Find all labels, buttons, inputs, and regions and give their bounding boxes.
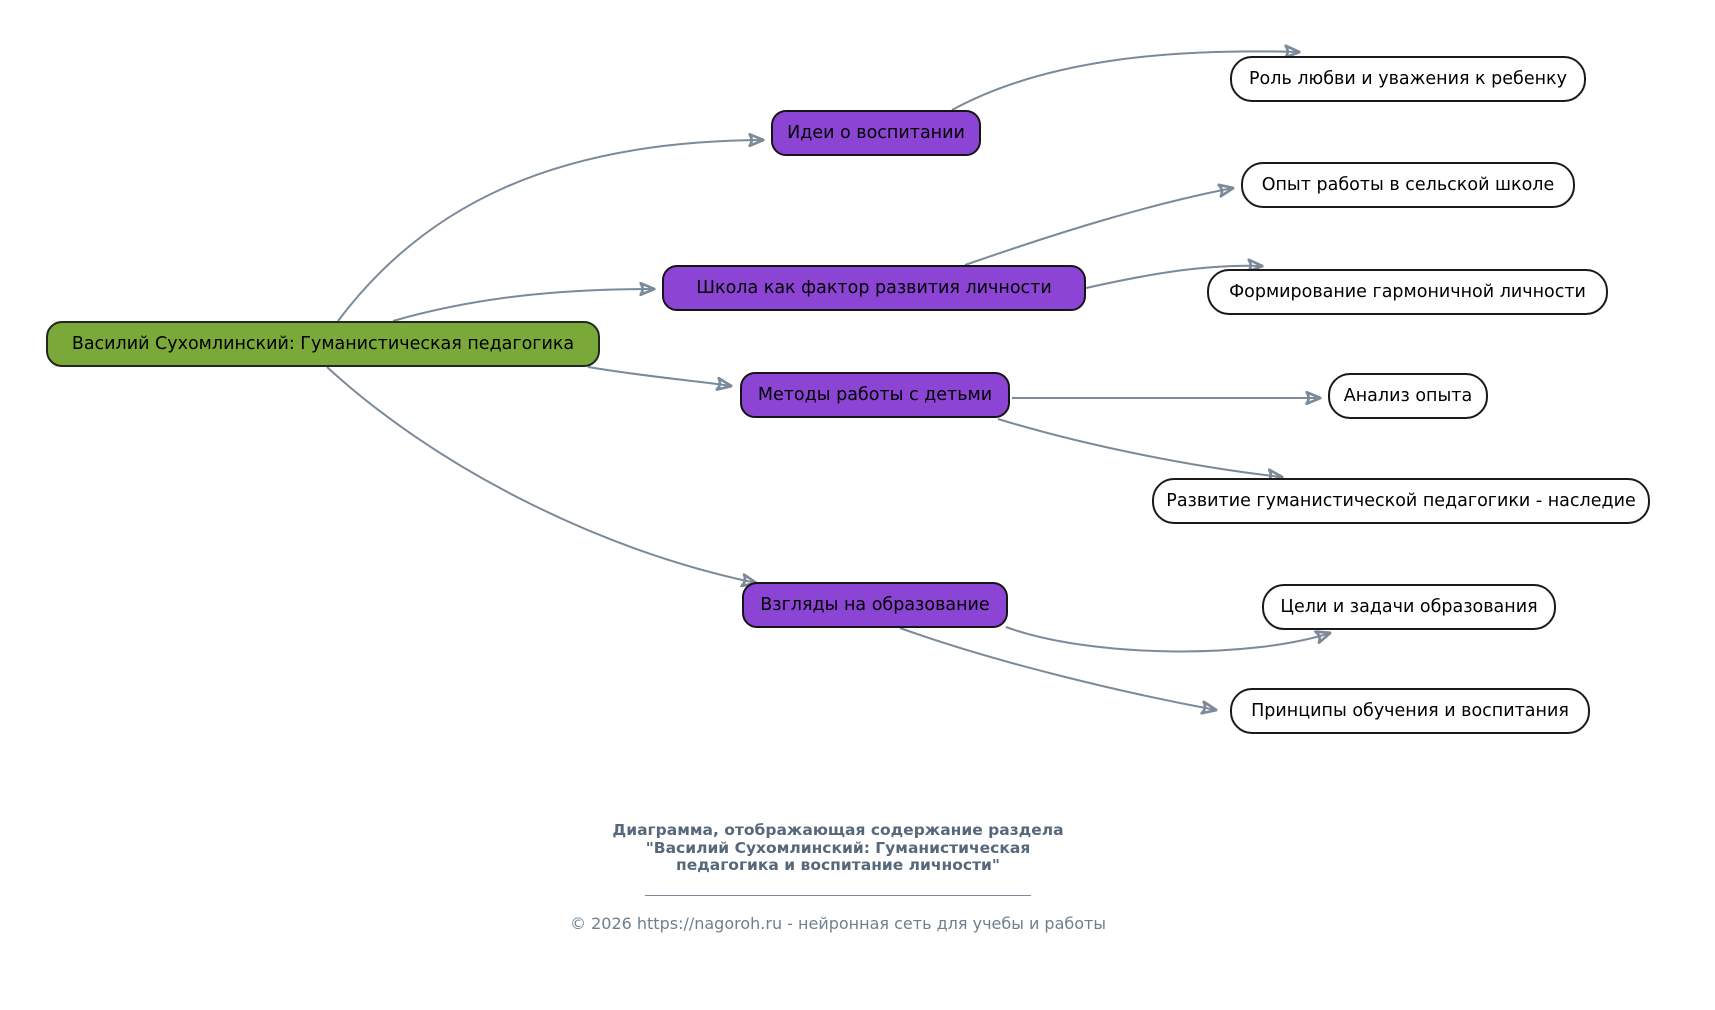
leaf-node-experience-analysis (1328, 373, 1488, 419)
leaf-node-humanistic-pedagogy-legacy (1152, 478, 1650, 524)
leaf-node-label: Роль любви и уважения к ребенку (1249, 69, 1567, 89)
edge-branch4-to-leaf6 (1006, 627, 1330, 651)
branch-node-views-on-education (742, 582, 1008, 628)
branch-node-ideas-of-upbringing (771, 110, 981, 156)
edge-branch2-to-leaf2 (965, 188, 1233, 265)
edge-root-to-branch2 (393, 289, 654, 321)
edge-root-to-branch3 (588, 367, 731, 386)
leaf-node-education-goals (1262, 584, 1556, 630)
branch-node-school-as-factor (662, 265, 1086, 311)
footer-divider-line (645, 895, 1031, 896)
leaf-node-label: Развитие гуманистической педагогики - наследие (1166, 491, 1636, 511)
footer (570, 822, 1106, 933)
branch-node-label: Методы работы с детьми (757, 385, 993, 405)
branch-node-label: Взгляды на образование (760, 595, 990, 615)
leaf-node-label: Опыт работы в сельской школе (1261, 175, 1555, 195)
edge-root-to-branch4 (327, 367, 756, 583)
leaf-node-teaching-principles (1230, 688, 1590, 734)
leaf-node-harmonious-personality (1207, 269, 1608, 315)
leaf-node-role-of-love (1230, 56, 1586, 102)
root-node (46, 321, 600, 367)
leaf-node-label: Принципы обучения и воспитания (1251, 701, 1569, 721)
branch-node-methods-with-children (740, 372, 1010, 418)
root-node-label: Василий Сухомлинский: Гуманистическая педагогика (71, 334, 575, 354)
leaf-node-rural-school-experience (1241, 162, 1575, 208)
leaf-node-label: Анализ опыта (1343, 386, 1473, 406)
branch-node-label: Школа как фактор развития личности (696, 278, 1052, 298)
diagram-caption (570, 822, 1106, 875)
caption-line-1: Диаграмма, отображающая содержание раздела (612, 821, 1064, 839)
caption-line-3: педагогика и воспитание личности" (675, 856, 1000, 874)
caption-line-2: "Василий Сухомлинский: Гуманистическая (645, 838, 1031, 857)
branch-node-label: Идеи о воспитании (787, 123, 965, 143)
copyright-text: © 2026 https://nagoroh.ru - нейронная сеть для учебы и работы (569, 913, 1107, 933)
edge-branch3-to-leaf5 (998, 419, 1282, 477)
leaf-node-label: Цели и задачи образования (1280, 597, 1538, 617)
leaf-node-label: Формирование гармоничной личности (1229, 282, 1586, 302)
